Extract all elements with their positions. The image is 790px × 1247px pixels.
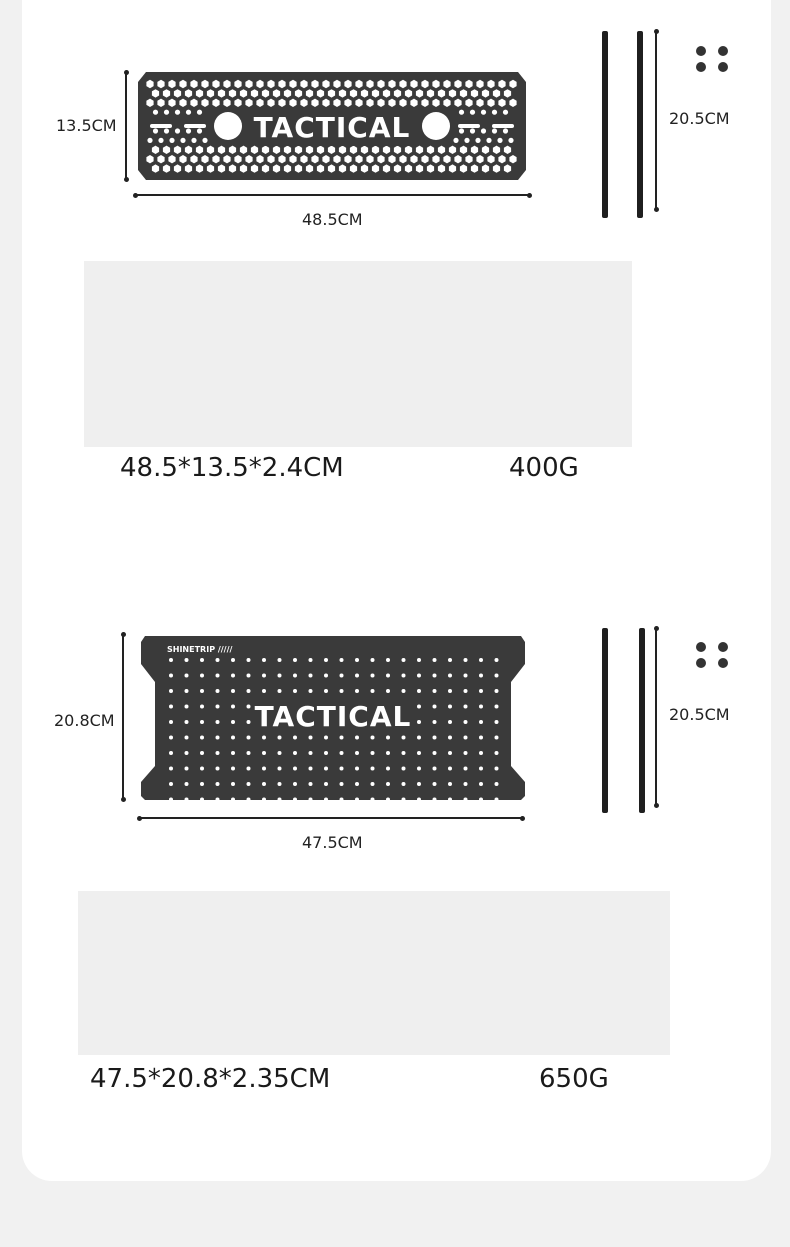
peg-hole bbox=[262, 736, 266, 740]
peg-hole bbox=[169, 736, 173, 740]
peg-hole bbox=[386, 674, 390, 678]
peg-hole bbox=[386, 751, 390, 755]
peg-hole bbox=[402, 674, 406, 678]
peg-hole bbox=[464, 720, 468, 724]
panel-brand-text: TACTICAL bbox=[253, 111, 411, 144]
peg-hole bbox=[324, 798, 328, 802]
peg-hole bbox=[433, 705, 437, 709]
peg-hole bbox=[386, 767, 390, 771]
hex-hole bbox=[186, 110, 191, 115]
peg-hole bbox=[448, 782, 452, 786]
peg-hole bbox=[200, 751, 204, 755]
peg-hole bbox=[479, 767, 483, 771]
peg-hole bbox=[185, 798, 189, 802]
hex-hole bbox=[470, 128, 475, 133]
peg-hole bbox=[371, 751, 375, 755]
peg-hole bbox=[216, 798, 220, 802]
peg-hole bbox=[324, 767, 328, 771]
hex-hole bbox=[175, 110, 180, 115]
peg-hole bbox=[200, 674, 204, 678]
peg-hole bbox=[386, 689, 390, 693]
peg-hole bbox=[433, 798, 437, 802]
peg-hole bbox=[185, 674, 189, 678]
peg-hole bbox=[247, 782, 251, 786]
spec-size: 48.5*13.5*2.4CM bbox=[120, 453, 344, 483]
peg-hole bbox=[200, 705, 204, 709]
peg-hole bbox=[231, 736, 235, 740]
peg-hole bbox=[216, 658, 220, 662]
leg-rod bbox=[637, 31, 643, 218]
peg-hole bbox=[262, 751, 266, 755]
peg-hole bbox=[309, 798, 313, 802]
hex-hole bbox=[197, 110, 202, 115]
peg-hole bbox=[479, 798, 483, 802]
peg-hole bbox=[355, 767, 359, 771]
peg-hole bbox=[479, 689, 483, 693]
peg-hole bbox=[231, 798, 235, 802]
peg-hole bbox=[231, 720, 235, 724]
peg-hole bbox=[495, 720, 499, 724]
peg-hole bbox=[448, 798, 452, 802]
leg-length-label: 20.5CM bbox=[669, 109, 730, 128]
product-image-placeholder bbox=[78, 891, 670, 1055]
peg-hole bbox=[216, 674, 220, 678]
peg-hole bbox=[402, 767, 406, 771]
hex-hole bbox=[175, 128, 180, 133]
dim-endpoint bbox=[654, 803, 659, 808]
peg-hole bbox=[169, 782, 173, 786]
peg-hole bbox=[433, 782, 437, 786]
peg-hole bbox=[464, 689, 468, 693]
peg-hole bbox=[464, 658, 468, 662]
peg-hole bbox=[371, 674, 375, 678]
nut-icon bbox=[718, 46, 728, 56]
panel-brand-text: TACTICAL bbox=[254, 700, 412, 733]
peg-hole bbox=[479, 674, 483, 678]
peg-hole bbox=[185, 689, 189, 693]
peg-hole bbox=[464, 782, 468, 786]
peg-hole bbox=[324, 782, 328, 786]
peg-hole bbox=[479, 705, 483, 709]
peg-hole bbox=[278, 782, 282, 786]
peg-hole bbox=[495, 689, 499, 693]
hex-hole bbox=[503, 110, 508, 115]
height-label: 13.5CM bbox=[56, 116, 117, 135]
peg-hole bbox=[247, 674, 251, 678]
peg-hole bbox=[185, 751, 189, 755]
peg-hole bbox=[185, 705, 189, 709]
tactical-panel-large bbox=[139, 634, 527, 802]
peg-hole bbox=[262, 782, 266, 786]
peg-hole bbox=[278, 658, 282, 662]
peg-hole bbox=[278, 751, 282, 755]
hex-hole bbox=[503, 128, 508, 133]
peg-hole bbox=[433, 720, 437, 724]
width-label: 47.5CM bbox=[302, 833, 363, 852]
spec-size: 47.5*20.8*2.35CM bbox=[90, 1064, 331, 1094]
peg-hole bbox=[185, 767, 189, 771]
hex-hole bbox=[497, 138, 502, 143]
peg-hole bbox=[448, 674, 452, 678]
peg-hole bbox=[402, 798, 406, 802]
nut-icon bbox=[718, 62, 728, 72]
peg-hole bbox=[417, 689, 421, 693]
hex-hole bbox=[197, 128, 202, 133]
peg-hole bbox=[417, 736, 421, 740]
peg-hole bbox=[495, 767, 499, 771]
peg-hole bbox=[169, 751, 173, 755]
peg-hole bbox=[340, 798, 344, 802]
peg-hole bbox=[309, 658, 313, 662]
peg-hole bbox=[433, 736, 437, 740]
peg-hole bbox=[433, 674, 437, 678]
peg-hole bbox=[247, 689, 251, 693]
peg-hole bbox=[340, 751, 344, 755]
hex-hole bbox=[158, 138, 163, 143]
peg-hole bbox=[495, 782, 499, 786]
peg-hole bbox=[247, 720, 251, 724]
leg-dimension-line bbox=[655, 31, 657, 209]
peg-hole bbox=[402, 751, 406, 755]
peg-hole bbox=[231, 658, 235, 662]
peg-hole bbox=[340, 736, 344, 740]
peg-hole bbox=[185, 782, 189, 786]
spec-weight: 650G bbox=[539, 1064, 609, 1094]
nut-icon bbox=[696, 658, 706, 668]
hex-hole bbox=[464, 138, 469, 143]
hex-hole bbox=[486, 138, 491, 143]
peg-hole bbox=[200, 798, 204, 802]
peg-hole bbox=[216, 705, 220, 709]
peg-hole bbox=[169, 720, 173, 724]
peg-hole bbox=[417, 798, 421, 802]
peg-hole bbox=[464, 767, 468, 771]
peg-hole bbox=[309, 689, 313, 693]
height-dimension-line bbox=[122, 634, 124, 800]
peg-hole bbox=[464, 798, 468, 802]
peg-hole bbox=[169, 674, 173, 678]
peg-hole bbox=[495, 798, 499, 802]
peg-hole bbox=[324, 736, 328, 740]
peg-hole bbox=[293, 782, 297, 786]
peg-hole bbox=[247, 658, 251, 662]
peg-hole bbox=[340, 658, 344, 662]
peg-hole bbox=[433, 689, 437, 693]
hex-hole bbox=[475, 138, 480, 143]
peg-hole bbox=[479, 751, 483, 755]
peg-hole bbox=[417, 751, 421, 755]
peg-hole bbox=[200, 782, 204, 786]
peg-hole bbox=[216, 720, 220, 724]
nut-icon bbox=[696, 46, 706, 56]
leg-rod bbox=[602, 31, 608, 218]
leg-rod bbox=[639, 628, 645, 813]
peg-hole bbox=[216, 689, 220, 693]
peg-hole bbox=[231, 674, 235, 678]
peg-hole bbox=[200, 658, 204, 662]
peg-hole bbox=[185, 736, 189, 740]
peg-hole bbox=[169, 767, 173, 771]
nut-icon bbox=[696, 642, 706, 652]
peg-hole bbox=[231, 705, 235, 709]
peg-hole bbox=[262, 767, 266, 771]
hex-hole bbox=[147, 138, 152, 143]
peg-hole bbox=[278, 767, 282, 771]
hex-hole bbox=[492, 110, 497, 115]
peg-hole bbox=[309, 736, 313, 740]
peg-hole bbox=[371, 658, 375, 662]
peg-hole bbox=[402, 658, 406, 662]
hex-hole bbox=[459, 128, 464, 133]
peg-hole bbox=[293, 736, 297, 740]
peg-hole bbox=[340, 782, 344, 786]
peg-hole bbox=[231, 767, 235, 771]
peg-hole bbox=[340, 767, 344, 771]
peg-hole bbox=[309, 782, 313, 786]
peg-hole bbox=[402, 689, 406, 693]
dim-endpoint bbox=[121, 797, 126, 802]
peg-hole bbox=[495, 674, 499, 678]
dim-endpoint bbox=[527, 193, 532, 198]
peg-hole bbox=[355, 674, 359, 678]
peg-hole bbox=[417, 674, 421, 678]
peg-hole bbox=[278, 674, 282, 678]
peg-hole bbox=[479, 736, 483, 740]
peg-hole bbox=[479, 720, 483, 724]
peg-hole bbox=[402, 782, 406, 786]
peg-hole bbox=[309, 767, 313, 771]
dim-endpoint bbox=[654, 207, 659, 212]
peg-hole bbox=[433, 767, 437, 771]
peg-hole bbox=[293, 767, 297, 771]
peg-hole bbox=[216, 751, 220, 755]
peg-hole bbox=[324, 674, 328, 678]
peg-hole bbox=[355, 658, 359, 662]
peg-hole bbox=[433, 751, 437, 755]
nut-icon bbox=[696, 62, 706, 72]
peg-hole bbox=[402, 736, 406, 740]
peg-hole bbox=[479, 658, 483, 662]
peg-hole bbox=[293, 674, 297, 678]
peg-hole bbox=[231, 751, 235, 755]
peg-hole bbox=[448, 658, 452, 662]
peg-hole bbox=[495, 658, 499, 662]
peg-hole bbox=[355, 782, 359, 786]
hex-hole bbox=[202, 138, 207, 143]
peg-hole bbox=[371, 782, 375, 786]
peg-hole bbox=[340, 674, 344, 678]
width-label: 48.5CM bbox=[302, 210, 363, 229]
peg-hole bbox=[371, 798, 375, 802]
hex-hole bbox=[481, 110, 486, 115]
height-dimension-line bbox=[125, 72, 127, 180]
width-dimension-line bbox=[139, 817, 523, 819]
hex-hole bbox=[186, 128, 191, 133]
peg-hole bbox=[448, 751, 452, 755]
peg-hole bbox=[278, 689, 282, 693]
peg-hole bbox=[371, 736, 375, 740]
tactical-panel-small bbox=[136, 70, 528, 182]
hex-hole bbox=[169, 138, 174, 143]
peg-hole bbox=[371, 767, 375, 771]
peg-hole bbox=[324, 689, 328, 693]
product-image-placeholder bbox=[84, 261, 632, 447]
peg-hole bbox=[386, 736, 390, 740]
peg-hole bbox=[216, 767, 220, 771]
peg-hole bbox=[417, 767, 421, 771]
hex-hole bbox=[453, 138, 458, 143]
peg-hole bbox=[200, 720, 204, 724]
peg-hole bbox=[324, 751, 328, 755]
peg-hole bbox=[262, 674, 266, 678]
peg-hole bbox=[278, 798, 282, 802]
peg-hole bbox=[448, 767, 452, 771]
hex-hole bbox=[180, 138, 185, 143]
hex-hole bbox=[459, 110, 464, 115]
peg-hole bbox=[216, 782, 220, 786]
hex-hole bbox=[164, 128, 169, 133]
peg-hole bbox=[324, 658, 328, 662]
peg-hole bbox=[355, 689, 359, 693]
peg-hole bbox=[247, 751, 251, 755]
panel-small-brand: SHINETRIP ///// bbox=[167, 645, 233, 654]
peg-hole bbox=[371, 689, 375, 693]
peg-hole bbox=[247, 705, 251, 709]
peg-hole bbox=[340, 689, 344, 693]
peg-hole bbox=[247, 767, 251, 771]
peg-hole bbox=[495, 736, 499, 740]
peg-hole bbox=[247, 736, 251, 740]
peg-hole bbox=[293, 689, 297, 693]
nut-icon bbox=[718, 642, 728, 652]
peg-hole bbox=[262, 658, 266, 662]
nut-icon bbox=[718, 658, 728, 668]
leg-rod bbox=[602, 628, 608, 813]
peg-hole bbox=[309, 751, 313, 755]
peg-hole bbox=[448, 736, 452, 740]
peg-hole bbox=[495, 751, 499, 755]
hex-hole bbox=[470, 110, 475, 115]
peg-hole bbox=[185, 720, 189, 724]
peg-hole bbox=[386, 798, 390, 802]
peg-hole bbox=[169, 689, 173, 693]
peg-hole bbox=[278, 736, 282, 740]
peg-hole bbox=[293, 658, 297, 662]
peg-hole bbox=[417, 658, 421, 662]
hex-hole bbox=[481, 128, 486, 133]
peg-hole bbox=[169, 798, 173, 802]
peg-hole bbox=[417, 705, 421, 709]
peg-hole bbox=[293, 798, 297, 802]
peg-hole bbox=[185, 658, 189, 662]
peg-hole bbox=[200, 767, 204, 771]
peg-hole bbox=[386, 782, 390, 786]
peg-hole bbox=[479, 782, 483, 786]
hex-hole bbox=[492, 128, 497, 133]
peg-hole bbox=[247, 798, 251, 802]
hex-hole bbox=[191, 138, 196, 143]
peg-hole bbox=[417, 782, 421, 786]
peg-hole bbox=[169, 705, 173, 709]
peg-hole bbox=[200, 689, 204, 693]
hex-hole bbox=[153, 128, 158, 133]
peg-hole bbox=[464, 736, 468, 740]
peg-hole bbox=[293, 751, 297, 755]
peg-hole bbox=[231, 782, 235, 786]
peg-hole bbox=[448, 689, 452, 693]
peg-hole bbox=[495, 705, 499, 709]
peg-hole bbox=[464, 751, 468, 755]
hex-hole bbox=[153, 110, 158, 115]
peg-hole bbox=[448, 720, 452, 724]
peg-hole bbox=[262, 689, 266, 693]
peg-hole bbox=[386, 658, 390, 662]
width-dimension-line bbox=[135, 194, 529, 196]
peg-hole bbox=[417, 720, 421, 724]
height-label: 20.8CM bbox=[54, 711, 115, 730]
leg-dimension-line bbox=[655, 628, 657, 805]
peg-hole bbox=[464, 705, 468, 709]
peg-hole bbox=[433, 658, 437, 662]
hex-hole bbox=[164, 110, 169, 115]
spec-weight: 400G bbox=[509, 453, 579, 483]
peg-hole bbox=[262, 798, 266, 802]
peg-hole bbox=[464, 674, 468, 678]
peg-hole bbox=[355, 798, 359, 802]
dim-endpoint bbox=[124, 177, 129, 182]
dim-endpoint bbox=[520, 816, 525, 821]
hex-hole bbox=[508, 138, 513, 143]
peg-hole bbox=[200, 736, 204, 740]
peg-hole bbox=[169, 658, 173, 662]
peg-hole bbox=[355, 736, 359, 740]
leg-length-label: 20.5CM bbox=[669, 705, 730, 724]
peg-hole bbox=[309, 674, 313, 678]
peg-hole bbox=[448, 705, 452, 709]
peg-hole bbox=[355, 751, 359, 755]
peg-hole bbox=[216, 736, 220, 740]
peg-hole bbox=[231, 689, 235, 693]
